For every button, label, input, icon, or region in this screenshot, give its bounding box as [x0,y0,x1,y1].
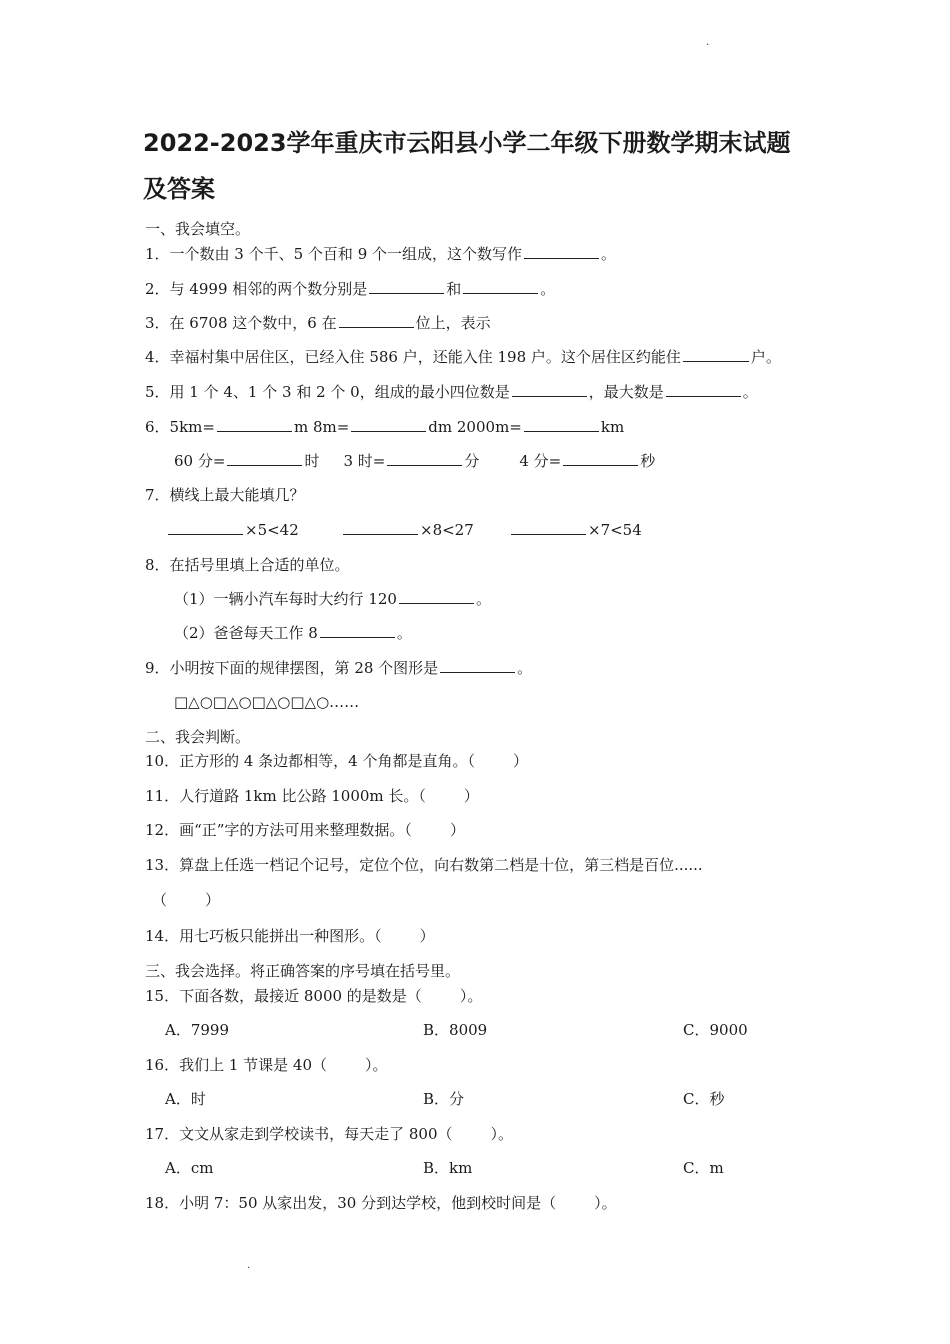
q6-part-a: 6．5km= [145,418,215,436]
question-15 [145,986,482,1006]
q10-text: 10．正方形的 4 条边都相等，4 个角都是直角。（ [145,752,475,770]
question-12 [145,820,465,840]
q5-mid: ，最大数是 [588,383,664,401]
question-7: 7．横线上最大能填几？ [145,486,305,504]
q6b-part-f: 秒 [640,452,656,470]
q15-option-a[interactable]: A．7999 [165,1021,230,1039]
q9-text: 9．小明按下面的规律摆图，第 28 个图形是 [145,659,439,677]
q5-text: 5．用 1 个 4、1 个 3 和 2 个 0，组成的最小四位数是 [145,383,510,401]
question-11 [145,786,479,806]
q7-item-2 [341,520,474,540]
question-14 [145,926,435,946]
q1-text: 1．一个数由 3 个千、5 个百和 9 个一组成，这个数写作 [145,245,523,263]
answer-blank[interactable] [463,279,538,294]
q6-part-d: km [600,418,625,436]
q8b-end: 。 [396,624,412,642]
q14-text: 14．用七巧板只能拼出一种图形。（ [145,927,382,945]
q7-item-text: ×7<54 [588,521,642,539]
answer-blank[interactable] [524,244,599,259]
question-9 [145,658,532,678]
q9-shape-sequence: □△○□△○□△○□△○…… [174,693,360,711]
q11-end: ） [463,787,479,805]
q12-end: ） [449,821,465,839]
q6b-part-d: 分 [464,452,480,470]
title-line-2: 及答案 [143,175,215,203]
q15-text: 15．下面各数，最接近 8000 的是数是（ [145,987,422,1005]
q15-end: ）。 [459,987,483,1005]
question-10 [145,751,528,771]
q8b-text: （2）爸爸每天工作 8 [174,624,318,642]
q6-part-c: dm 2000m= [428,418,522,436]
q14-end: ） [419,927,435,945]
q3-end: 位上，表示 [415,314,491,332]
q16-option-c[interactable]: C．秒 [683,1090,725,1108]
question-6 [145,417,624,437]
question-17 [145,1124,513,1144]
q13-paren-close: ） [205,891,221,909]
q4-text: 4．幸福村集中居住区，已经入住 586 户，还能入住 198 户。这个居住区约能住 [145,348,681,366]
q6b-part-e: 4 分= [519,452,562,470]
answer-blank[interactable] [511,520,586,535]
q15-option-c[interactable]: C．9000 [683,1021,748,1039]
answer-blank[interactable] [399,589,474,604]
q18-text: 18．小明 7：50 从家出发，30 分到达学校，他到校时间是（ [145,1194,557,1212]
question-8: 8．在括号里填上合适的单位。 [145,556,350,574]
q8a-end: 。 [475,590,491,608]
q7-item-1 [166,520,299,540]
answer-blank[interactable] [369,279,444,294]
answer-blank[interactable] [440,658,515,673]
q6b-part-c: 3 时= [343,452,386,470]
answer-blank[interactable] [339,313,414,328]
answer-blank[interactable] [168,520,243,535]
q6b-part-a: 60 分= [174,452,226,470]
section-2-heading: 二、我会判断。 [145,728,251,746]
q1-end: 。 [601,245,617,263]
answer-blank[interactable] [387,451,462,466]
question-13: 13．算盘上任选一档记个记号，定位个位，向右数第二档是十位，第三档是百位...... [145,856,703,874]
question-8-part-2 [174,623,412,643]
q18-end: ）。 [594,1194,617,1212]
question-8-part-1 [174,589,491,609]
section-3-heading: 三、我会选择。将正确答案的序号填在括号里。 [145,962,461,980]
question-13-paren [152,890,220,910]
question-16 [145,1055,388,1075]
q11-text: 11．人行道路 1km 比公路 1000m 长。（ [145,787,426,805]
question-3 [145,313,491,333]
q5-end: 。 [742,383,758,401]
q15-option-b[interactable]: B．8009 [423,1021,488,1039]
question-6-line-2 [174,451,655,471]
q17-option-c[interactable]: C．m [683,1159,724,1177]
title-line-1: 2022-2023学年重庆市云阳县小学二年级下册数学期末试题 [143,129,791,157]
answer-blank[interactable] [320,623,395,638]
q6b-part-b: 时 [304,452,320,470]
q7-item-3 [509,520,642,540]
question-1 [145,244,616,264]
q16-option-b[interactable]: B．分 [423,1090,465,1108]
question-4 [145,347,781,367]
answer-blank[interactable] [524,417,599,432]
q17-text: 17．文文从家走到学校读书，每天走了 800（ [145,1125,453,1143]
q2-mid: 和 [446,280,462,298]
q16-text: 16．我们上 1 节课是 40（ [145,1056,328,1074]
q7-item-text: ×5<42 [245,521,299,539]
answer-blank[interactable] [512,382,587,397]
answer-blank[interactable] [343,520,418,535]
answer-blank[interactable] [666,382,741,397]
question-2 [145,279,555,299]
section-1-heading: 一、我会填空。 [145,220,251,238]
q6-part-b: m 8m= [293,418,350,436]
answer-blank[interactable] [683,347,749,362]
q17-end: ）。 [490,1125,514,1143]
q2-end: 。 [540,280,556,298]
q4-end: 户。 [750,348,781,366]
answer-blank[interactable] [351,417,426,432]
q3-text: 3．在 6708 这个数中，6 在 [145,314,337,332]
answer-blank[interactable] [563,451,638,466]
question-18 [145,1193,617,1213]
answer-blank[interactable] [227,451,302,466]
q12-text: 12．画“正”字的方法可用来整理数据。（ [145,821,412,839]
q9-end: 。 [517,659,533,677]
page-title [143,120,843,212]
q10-end: ） [512,752,528,770]
bottom-mark: · [247,1263,251,1274]
q7-item-text: ×8<27 [420,521,474,539]
q16-end: ）。 [365,1056,388,1074]
q13-paren-open: （ [152,891,168,909]
question-5 [145,382,758,402]
q17-option-b[interactable]: B．km [423,1159,473,1177]
q16-option-a[interactable]: A．时 [165,1090,206,1108]
answer-blank[interactable] [217,417,292,432]
q17-option-a[interactable]: A．cm [165,1159,214,1177]
q2-text: 2．与 4999 相邻的两个数分别是 [145,280,368,298]
top-mark: · [706,40,710,51]
q8a-text: （1）一辆小汽车每时大约行 120 [174,590,397,608]
